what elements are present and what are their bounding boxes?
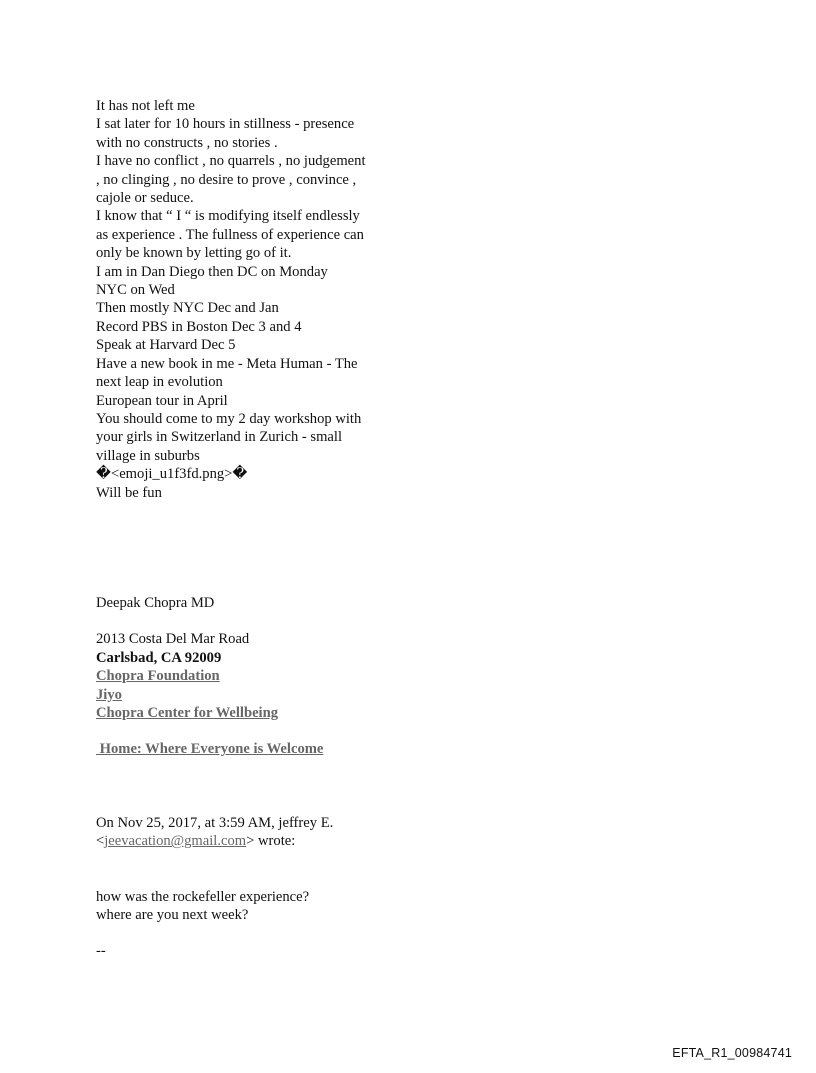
quoted-message bbox=[96, 814, 416, 961]
body-line: your girls in Switzerland in Zurich - small bbox=[96, 429, 343, 446]
body-line: European tour in April bbox=[96, 392, 228, 409]
email-document bbox=[96, 97, 416, 961]
body-line: cajole or seduce. bbox=[96, 190, 194, 207]
body-line: It has not left me bbox=[96, 98, 195, 114]
document-id: EFTA_R1_00984741 bbox=[672, 1046, 792, 1060]
quote-line: how was the rockefeller experience? bbox=[96, 888, 310, 905]
spacer bbox=[96, 759, 416, 814]
spacer bbox=[96, 722, 416, 740]
jiyo-link[interactable]: Jiyo bbox=[96, 686, 122, 703]
body-line: only be known by letting go of it. bbox=[96, 245, 292, 262]
emoji-placeholder: �<emoji_u1f3fd.png>� bbox=[96, 466, 248, 483]
email-bracket-open: < bbox=[96, 833, 105, 850]
body-line: Speak at Harvard Dec 5 bbox=[96, 337, 236, 354]
body-line: Have a new book in me - Meta Human - The bbox=[96, 355, 358, 372]
sender-email-link[interactable]: jeevacation@gmail.com bbox=[104, 833, 247, 850]
body-line: NYC on Wed bbox=[96, 282, 175, 299]
body-line: next leap in evolution bbox=[96, 374, 223, 391]
body-line: I have no conflict , no quarrels , no judgement bbox=[96, 153, 366, 170]
body-line: I am in Dan Diego then DC on Monday bbox=[96, 263, 328, 280]
body-line: I sat later for 10 hours in stillness - presence bbox=[96, 116, 355, 133]
body-line: Then mostly NYC Dec and Jan bbox=[96, 300, 279, 317]
email-bracket-close: > wrote: bbox=[246, 833, 296, 850]
body-line: You should come to my 2 day workshop with bbox=[96, 410, 362, 427]
body-line: Record PBS in Boston Dec 3 and 4 bbox=[96, 318, 302, 335]
signature-block bbox=[96, 594, 416, 759]
spacer bbox=[96, 851, 416, 888]
home-link[interactable]: Home: Where Everyone is Welcome bbox=[96, 741, 324, 758]
address-city: Carlsbad, CA 92009 bbox=[96, 649, 222, 666]
quote-header: On Nov 25, 2017, at 3:59 AM, jeffrey E. bbox=[96, 814, 334, 831]
message-body bbox=[96, 97, 416, 502]
spacer bbox=[96, 924, 416, 942]
body-line: village in suburbs bbox=[96, 447, 200, 464]
chopra-center-link[interactable]: Chopra Center for Wellbeing bbox=[96, 704, 279, 721]
signature-separator: -- bbox=[96, 943, 106, 960]
body-line: I know that “ I “ is modifying itself endlessly bbox=[96, 208, 360, 225]
spacer bbox=[96, 612, 416, 630]
quote-line: where are you next week? bbox=[96, 907, 249, 923]
body-line: , no clinging , no desire to prove , convince , bbox=[96, 171, 357, 188]
signature-name: Deepak Chopra MD bbox=[96, 594, 215, 611]
body-line: with no constructs , no stories . bbox=[96, 134, 278, 151]
quote-sender-line bbox=[96, 832, 416, 850]
spacer bbox=[96, 502, 416, 594]
body-line: Will be fun bbox=[96, 484, 162, 501]
address-street: 2013 Costa Del Mar Road bbox=[96, 631, 250, 648]
body-line: as experience . The fullness of experience can bbox=[96, 226, 364, 243]
chopra-foundation-link[interactable]: Chopra Foundation bbox=[96, 668, 220, 685]
